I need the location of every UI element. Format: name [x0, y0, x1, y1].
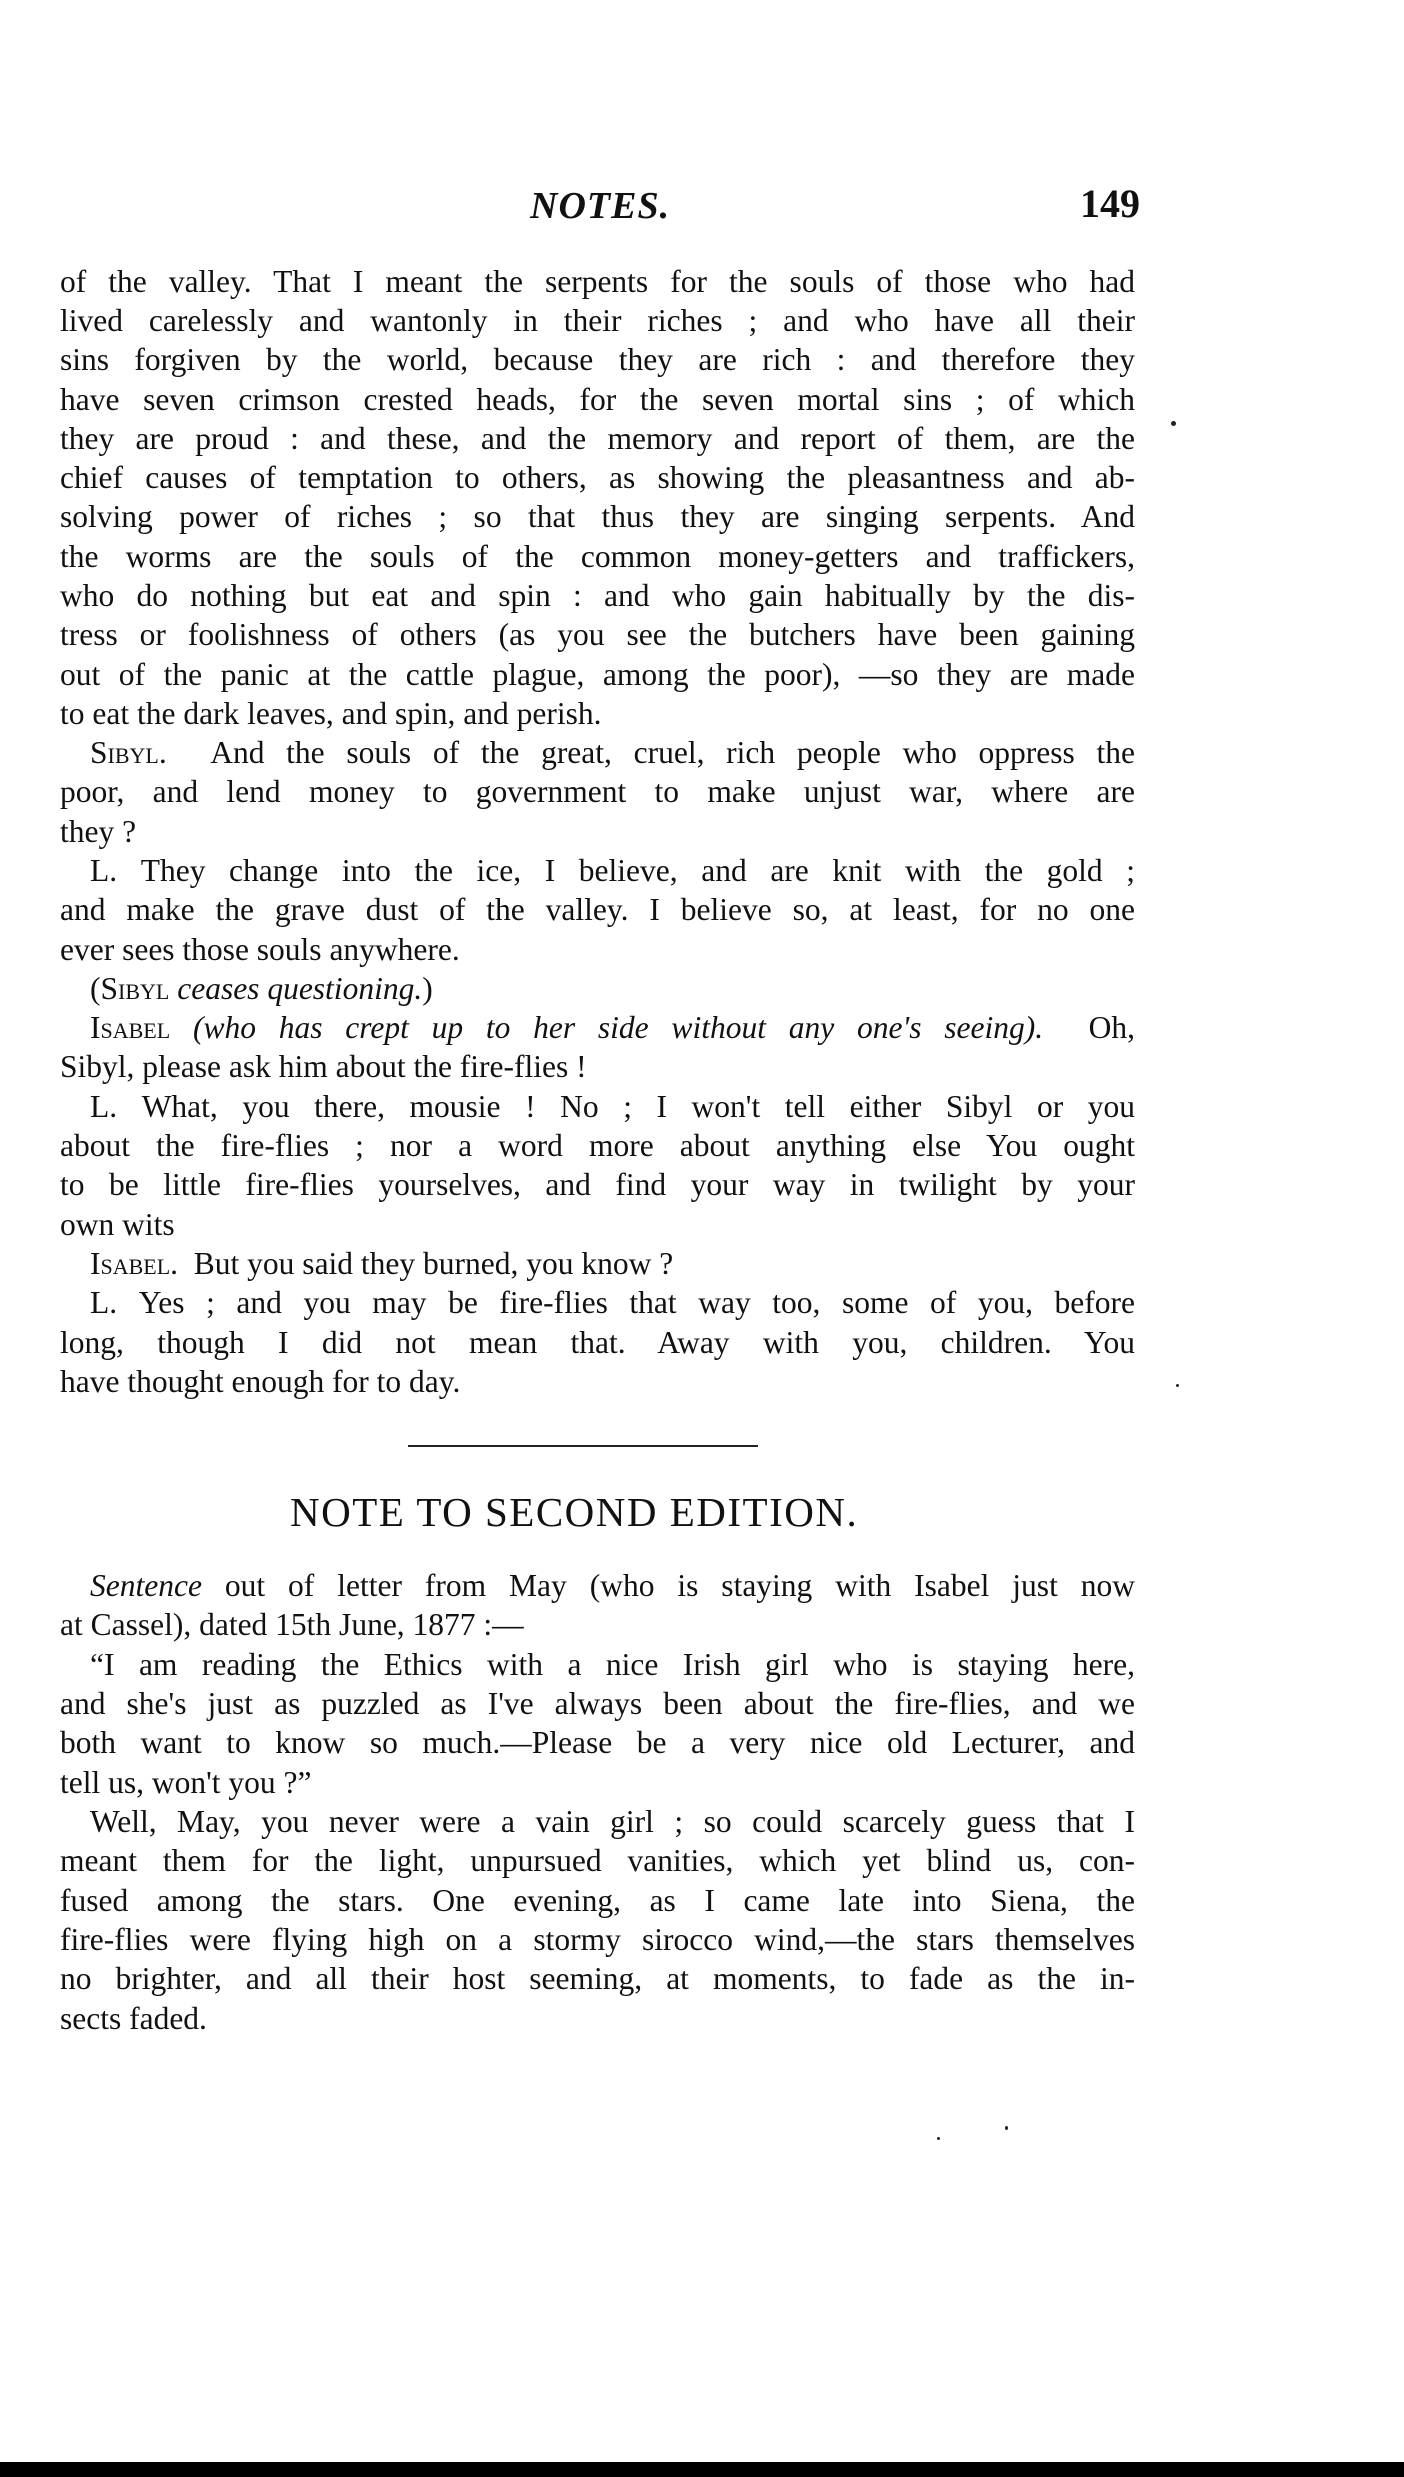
- speaker-name: L.: [90, 853, 118, 888]
- text-line: and she's just as puzzled as I've always been about the fire-flies, and we: [60, 1686, 1135, 1721]
- speaker-name: L.: [90, 1285, 118, 1320]
- text-line: [90, 1283, 1135, 1322]
- text-line: and make the grave dust of the valley. I believe so, at least, for no one: [60, 892, 1135, 927]
- running-title: NOTES.: [530, 185, 671, 227]
- text-line: chief causes of temptation to others, as showing the pleasantness and ab-: [60, 460, 1135, 495]
- speaker-name: Sibyl.: [90, 735, 167, 770]
- text-line: have seven crimson crested heads, for the seven mortal sins ; of which: [60, 382, 1135, 417]
- text-line: tell us, won't you ?”: [60, 1765, 312, 1800]
- text-line: fused among the stars. One evening, as I came late into Siena, the: [60, 1883, 1135, 1918]
- text-line: of the valley. That I meant the serpents for the souls of those who had: [60, 264, 1135, 299]
- aside-text: (who has crept up to her side without any one's seeing).: [192, 1010, 1044, 1045]
- text-line: about the fire-flies ; nor a word more about anything else You ought: [60, 1128, 1135, 1163]
- text-line: solving power of riches ; so that thus they are singing serpents. And: [60, 499, 1135, 534]
- text-line: own wits: [60, 1207, 175, 1242]
- speech-text: Oh,: [1088, 1010, 1136, 1045]
- section-divider: [408, 1445, 758, 1447]
- section-heading: NOTE TO SECOND EDITION.: [290, 1489, 859, 1535]
- speaker-name: Isabel.: [90, 1246, 179, 1281]
- text-line: “I am reading the Ethics with a nice Irish girl who is staying here,: [90, 1647, 1135, 1682]
- text-line: tress or foolishness of others (as you see the butchers have been gaining: [60, 617, 1135, 652]
- text-line: who do nothing but eat and spin : and who gain habitually by the dis-: [60, 578, 1135, 613]
- text-line: sins forgiven by the world, because they are rich : and therefore they: [60, 342, 1135, 377]
- scan-speck: [1171, 421, 1176, 426]
- speaker-name: L.: [90, 1089, 118, 1124]
- text-line: have thought enough for to day.: [60, 1364, 461, 1399]
- text-line: sects faded.: [60, 2001, 207, 2036]
- text-line: ever sees those souls anywhere.: [60, 932, 460, 967]
- text-line: out of the panic at the cattle plague, among the poor), —so they are made: [60, 657, 1135, 692]
- intro-text: out of letter from May (who is staying with Isabel just now: [224, 1568, 1136, 1603]
- speech-text: And the souls of the great, cruel, rich people who oppress the: [210, 735, 1136, 770]
- paren-close: ): [422, 971, 433, 1006]
- text-line: Sibyl, please ask him about the fire-flies !: [60, 1049, 587, 1084]
- text-line: they ?: [60, 814, 137, 849]
- paren-open: (: [90, 971, 101, 1006]
- scan-edge-band: [0, 2462, 1404, 2477]
- text-line: they are proud : and these, and the memory and report of them, are the: [60, 421, 1135, 456]
- text-line: at Cassel), dated 15th June, 1877 :—: [60, 1607, 524, 1642]
- text-line: meant them for the light, unpursued vanities, which yet blind us, con-: [60, 1843, 1135, 1878]
- text-line: [90, 1008, 1135, 1047]
- text-line: lived carelessly and wantonly in their riches ; and who have all their: [60, 303, 1135, 338]
- speech-text: But you said they burned, you know ?: [193, 1246, 674, 1281]
- direction-text: ceases questioning.: [177, 971, 423, 1006]
- text-line: to eat the dark leaves, and spin, and perish.: [60, 696, 602, 731]
- text-line: both want to know so much.—Please be a very nice old Lecturer, and: [60, 1725, 1135, 1760]
- running-head: [0, 181, 1404, 234]
- text-line: poor, and lend money to government to make unjust war, where are: [60, 774, 1135, 809]
- speech-text: They change into the ice, I believe, and are knit with the gold ;: [140, 853, 1136, 888]
- text-line: fire-flies were flying high on a stormy sirocco wind,—the stars themselves: [60, 1922, 1135, 1957]
- speaker-name: Sibyl: [100, 971, 170, 1006]
- scan-speck: [1005, 2126, 1008, 2130]
- text-line: no brighter, and all their host seeming, at moments, to fade as the in-: [60, 1961, 1135, 1996]
- italic-word: Sentence: [90, 1568, 202, 1603]
- text-line: [90, 1566, 1135, 1605]
- text-line: the worms are the souls of the common money-getters and traffickers,: [60, 539, 1135, 574]
- page-number: 149: [1080, 181, 1140, 226]
- text-line: to be little fire-flies yourselves, and find your way in twilight by your: [60, 1167, 1135, 1202]
- dialogue-isabel-2: [90, 1244, 1135, 1283]
- text-line: long, though I did not mean that. Away with you, children. You: [60, 1325, 1135, 1360]
- scan-speck: [937, 2137, 940, 2140]
- speaker-name: Isabel: [90, 1010, 171, 1045]
- text-line: Well, May, you never were a vain girl ; so could scarcely guess that I: [90, 1804, 1135, 1839]
- text-line: [90, 851, 1135, 890]
- stage-direction: [90, 969, 1135, 1008]
- text-line: [90, 733, 1135, 772]
- scan-speck: [1176, 1384, 1179, 1387]
- speech-text: Yes ; and you may be fire-flies that way too, some of you, before: [138, 1285, 1136, 1320]
- speech-text: What, you there, mousie ! No ; I won't tell either Sibyl or you: [141, 1089, 1135, 1124]
- text-line: [90, 1087, 1135, 1126]
